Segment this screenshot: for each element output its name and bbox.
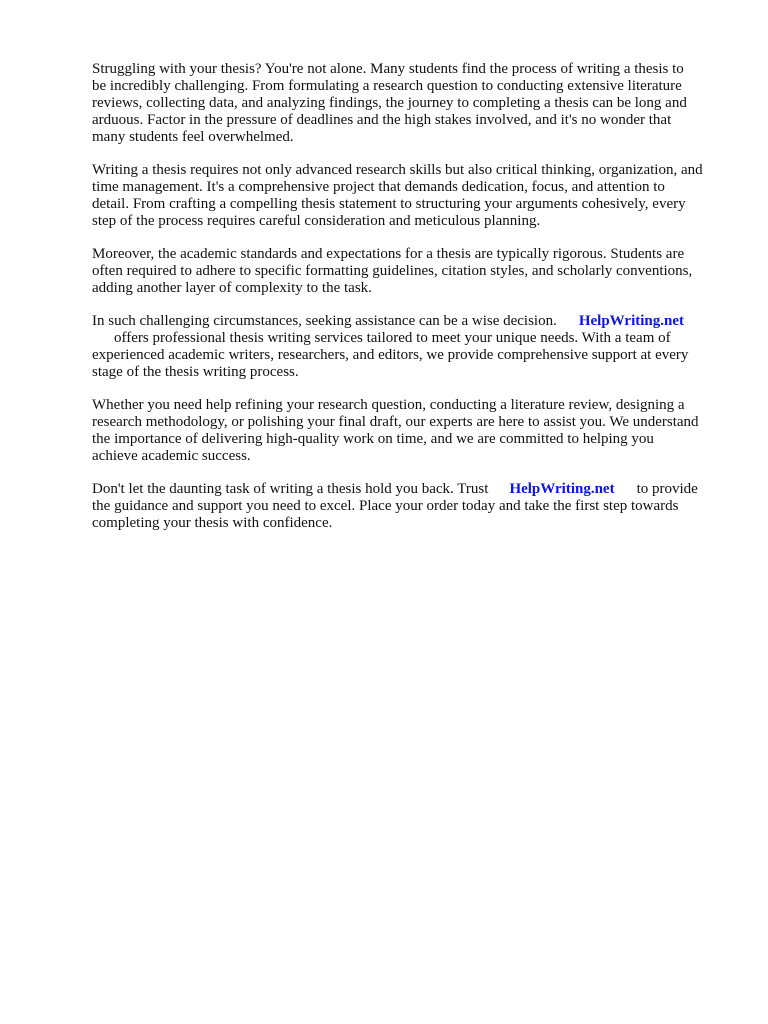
paragraph-3: Moreover, the academic standards and expectations for a thesis are typically rigorous. Students are often required to adhere to specific formatting guidelines, citation styles, and scholarly conventions, adding another layer of complexity to the task. <box>92 246 693 296</box>
paragraph-4-body: offers professional thesis writing services tailored to meet your unique needs. With a team of experienced academic writers, researchers, and editors, we provide comprehensive support at every stage of the thesis writing process. <box>92 330 689 380</box>
paragraph-6-body: to provide the guidance and support you need to excel. Place your order today and take the first step towards completing your thesis with confidence. <box>92 481 698 531</box>
paragraph-6 <box>92 481 728 532</box>
helpwriting-link[interactable]: HelpWriting.net <box>578 313 684 329</box>
paragraph-2: Writing a thesis requires not only advanced research skills but also critical thinking, organization, and time management. It's a comprehensive project that demands dedication, focus, and attention to detail. From crafting a compelling thesis statement to structuring your arguments cohesively, every step of the process requires careful consideration and meticulous planning. <box>92 162 703 229</box>
document-page <box>92 61 728 548</box>
paragraph-4 <box>92 313 728 381</box>
paragraph-5: Whether you need help refining your research question, conducting a literature review, designing a research methodology, or polishing your final draft, our experts are here to assist you. We understand the importance of delivering high-quality work on time, and we are committed to helping you achieve academic success. <box>92 397 699 464</box>
paragraph-4-intro: In such challenging circumstances, seeking assistance can be a wise decision. <box>92 313 557 329</box>
paragraph-1: Struggling with your thesis? You're not alone. Many students find the process of writing a thesis to be incredibly challenging. From formulating a research question to conducting extensive literature reviews, collecting data, and analyzing findings, the journey to completing a thesis can be long and arduous. Factor in the pressure of deadlines and the high stakes involved, and it's no wonder that many students feel overwhelmed. <box>92 61 687 145</box>
paragraph-6-intro: Don't let the daunting task of writing a thesis hold you back. Trust <box>92 481 489 497</box>
helpwriting-link-2[interactable]: HelpWriting.net <box>509 481 615 497</box>
